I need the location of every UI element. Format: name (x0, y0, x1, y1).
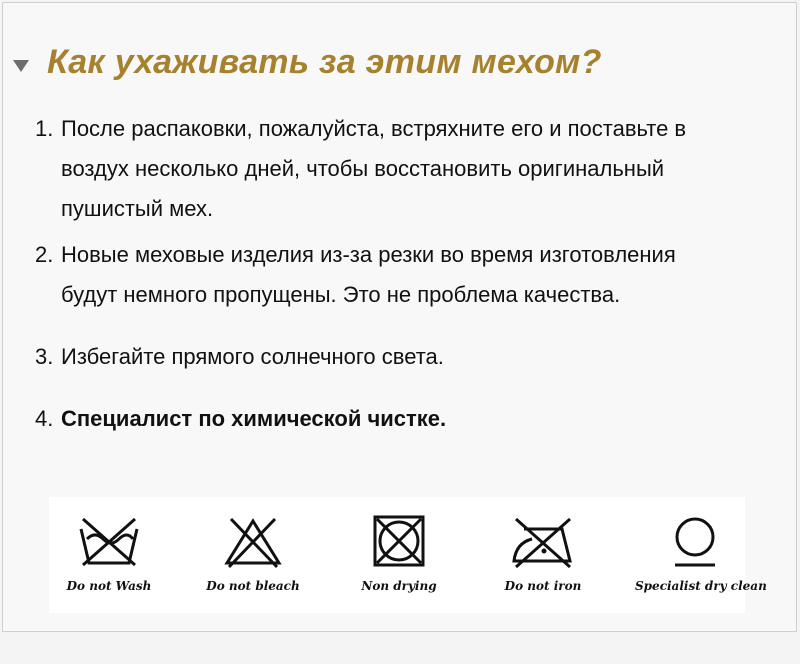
list-item (35, 337, 775, 377)
item-text: Новые меховые изделия из-за резки во время изготовления будут немного пропущены. Это не проблема качества. (61, 242, 676, 307)
item-number: 3. (35, 344, 54, 369)
do-not-wash-icon (77, 515, 141, 569)
specialist-dry-clean-icon (663, 515, 727, 569)
item-text: Избегайте прямого солнечного света. (61, 344, 444, 369)
do-not-bleach-icon (221, 515, 285, 569)
care-icon-label: Specialist dry clean (635, 579, 767, 593)
section-header[interactable] (13, 43, 602, 82)
page-title: Как ухаживать за этим мехом? (47, 43, 602, 81)
do-not-iron-icon (508, 515, 578, 569)
care-icon-label: Do not bleach (206, 579, 300, 593)
collapse-triangle-icon[interactable] (13, 60, 29, 72)
care-icon-item (635, 515, 767, 593)
list-item (35, 109, 775, 229)
care-icon-item (483, 515, 603, 593)
care-instructions-list (35, 109, 775, 439)
care-icons-panel (49, 497, 767, 613)
care-icon-item (49, 515, 169, 593)
item-number: 2. (35, 242, 54, 267)
item-number: 1. (35, 116, 54, 141)
item-text: После распаковки, пожалуйста, встряхните его и поставьте в воздух несколько дней, чтобы восстановить оригинальный пушистый мех. (61, 116, 687, 221)
care-icon-label: Non drying (361, 579, 437, 593)
care-icon-item (339, 515, 459, 593)
list-item (35, 235, 775, 315)
care-card (2, 2, 797, 632)
list-item (35, 399, 775, 439)
care-icon-item (193, 515, 313, 593)
care-icon-label: Do not iron (504, 579, 582, 593)
item-number: 4. (35, 406, 54, 431)
non-drying-icon (367, 515, 431, 569)
care-icon-label: Do not Wash (66, 579, 152, 593)
item-text: Специалист по химической чистке. (61, 406, 447, 431)
